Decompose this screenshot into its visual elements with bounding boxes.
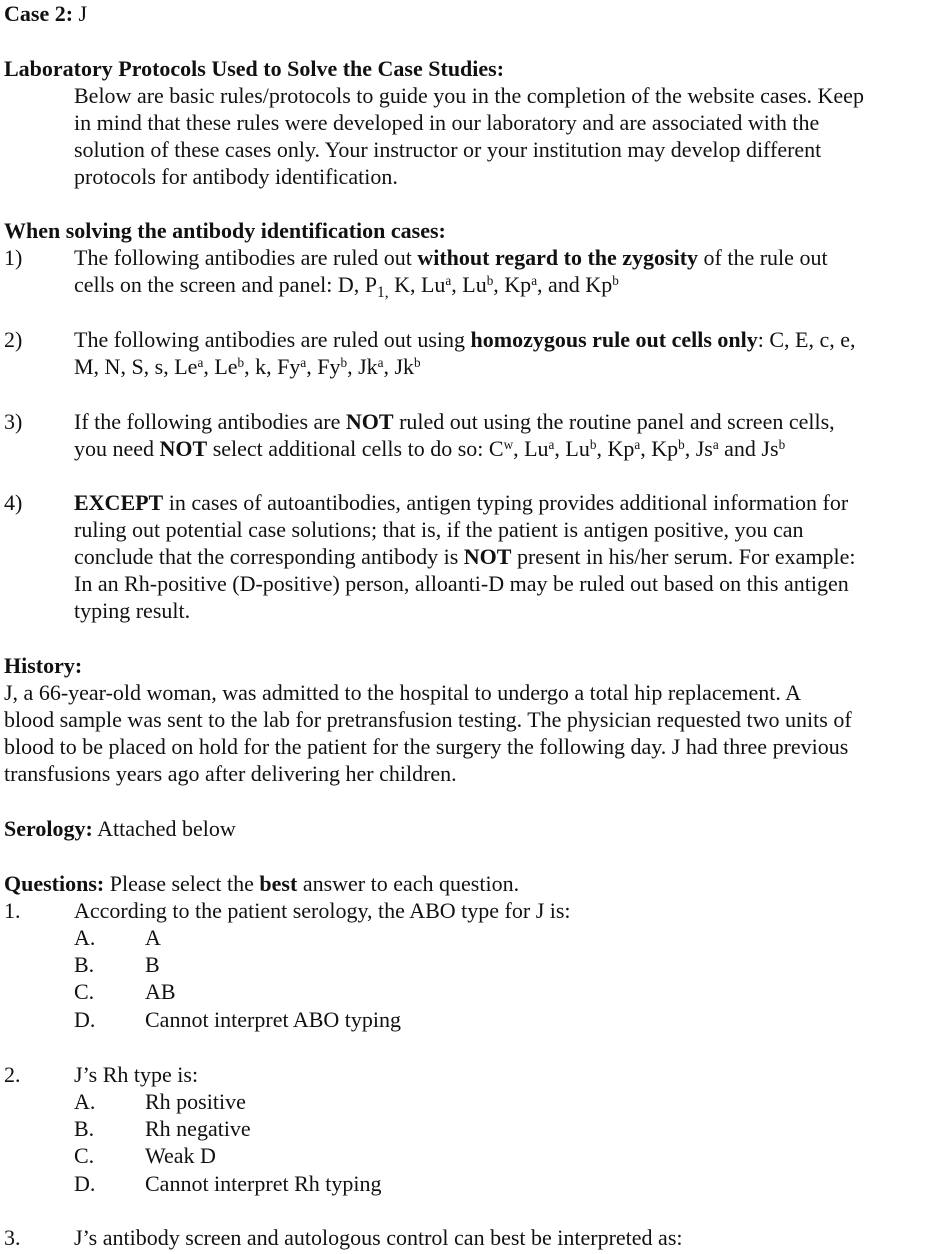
case-title: Case 2: J (4, 1, 88, 26)
history-line: blood to be placed on hold for the patient for the surgery the following day. J had three previous (4, 734, 849, 759)
rule-4-line-4: In an Rh-positive (D-positive) person, alloanti-D may be ruled out based on this antigen (74, 571, 849, 596)
protocols-intro-line: Below are basic rules/protocols to guide you in the completion of the website cases. Keep (74, 83, 864, 108)
option-letter[interactable]: D. (74, 1171, 96, 1196)
rule-4-line-2: ruling out potential case solutions; that is, if the patient is antigen positive, you can (74, 517, 804, 542)
rule-4-line-5: typing result. (74, 598, 191, 623)
protocols-heading: Laboratory Protocols Used to Solve the Case Studies: (4, 56, 505, 81)
option-text[interactable]: Weak D (145, 1143, 216, 1168)
history-heading: History: (4, 653, 83, 678)
option-text[interactable]: A (145, 925, 161, 950)
question-text: J’s antibody screen and autologous control can best be interpreted as: (74, 1225, 683, 1250)
option-letter[interactable]: D. (74, 1007, 96, 1032)
rule-number: 4) (4, 490, 23, 515)
rule-2-line-2: M, N, S, s, Le$^a$, Le$^b$, k, Fy$^a$, Fy$^b$, Jk$^a$, Jk$^b$ (74, 354, 421, 379)
option-text[interactable]: Rh negative (145, 1116, 251, 1141)
option-text[interactable]: Cannot interpret Rh typing (145, 1171, 382, 1196)
rule-number: 1) (4, 245, 23, 270)
option-letter[interactable]: B. (74, 952, 95, 977)
option-letter[interactable]: A. (74, 1089, 96, 1114)
rule-4-line-1: EXCEPT in cases of autoantibodies, antigen typing provides additional information for (74, 490, 849, 515)
question-number: 3. (4, 1225, 21, 1250)
option-text[interactable]: B (145, 952, 160, 977)
option-letter[interactable]: A. (74, 925, 96, 950)
rule-1-line-1: The following antibodies are ruled out without regard to the zygosity of the rule out (74, 245, 828, 270)
option-text[interactable]: Cannot interpret ABO typing (145, 1007, 402, 1032)
option-text[interactable]: Rh positive (145, 1089, 246, 1114)
history-line: J, a 66-year-old woman, was admitted to the hospital to undergo a total hip replacement. A (4, 680, 802, 705)
rule-3-line-2: you need NOT select additional cells to do so: $C^w$, Lu$^a$, Lu$^b$, Kp$^a$, Kp$^b$, Js$^a$ and Js$^b$ (74, 436, 786, 461)
history-line: blood sample was sent to the lab for pretransfusion testing. The physician requested two units of (4, 707, 852, 732)
questions-heading: Questions: Please select the best answer to each question. (4, 871, 520, 896)
rule-2-line-1: The following antibodies are ruled out using homozygous rule out cells only: C, E, c, e, (74, 327, 856, 352)
rule-number: 2) (4, 327, 23, 352)
protocols-intro-line: solution of these cases only. Your instructor or your institution may develop different (74, 137, 822, 162)
protocols-intro-line: in mind that these rules were developed in our laboratory and are associated with the (74, 110, 820, 135)
option-letter[interactable]: B. (74, 1116, 95, 1141)
rule-4-line-3: conclude that the corresponding antibody is NOT present in his/her serum. For example: (74, 544, 856, 569)
question-text: J’s Rh type is: (74, 1062, 199, 1087)
question-number: 1. (4, 898, 21, 923)
question-number: 2. (4, 1062, 21, 1087)
option-text[interactable]: AB (145, 979, 176, 1004)
rule-1-line-2: cells on the screen and panel: D, $P_{1,}$ K, Lu$^a$, Lu$^b$, Kp$^a$, and Kp$^b$ (74, 272, 619, 301)
rules-heading: When solving the antibody identification cases: (4, 218, 446, 243)
rule-number: 3) (4, 409, 23, 434)
rule-3-line-1: If the following antibodies are NOT ruled out using the routine panel and screen cells, (74, 409, 835, 434)
history-line: transfusions years ago after delivering her children. (4, 761, 457, 786)
option-letter[interactable]: C. (74, 1143, 95, 1168)
protocols-intro-line: protocols for antibody identification. (74, 164, 398, 189)
serology-line: Serology: Attached below (4, 816, 236, 841)
question-text: According to the patient serology, the ABO type for J is: (74, 898, 571, 923)
option-letter[interactable]: C. (74, 979, 95, 1004)
